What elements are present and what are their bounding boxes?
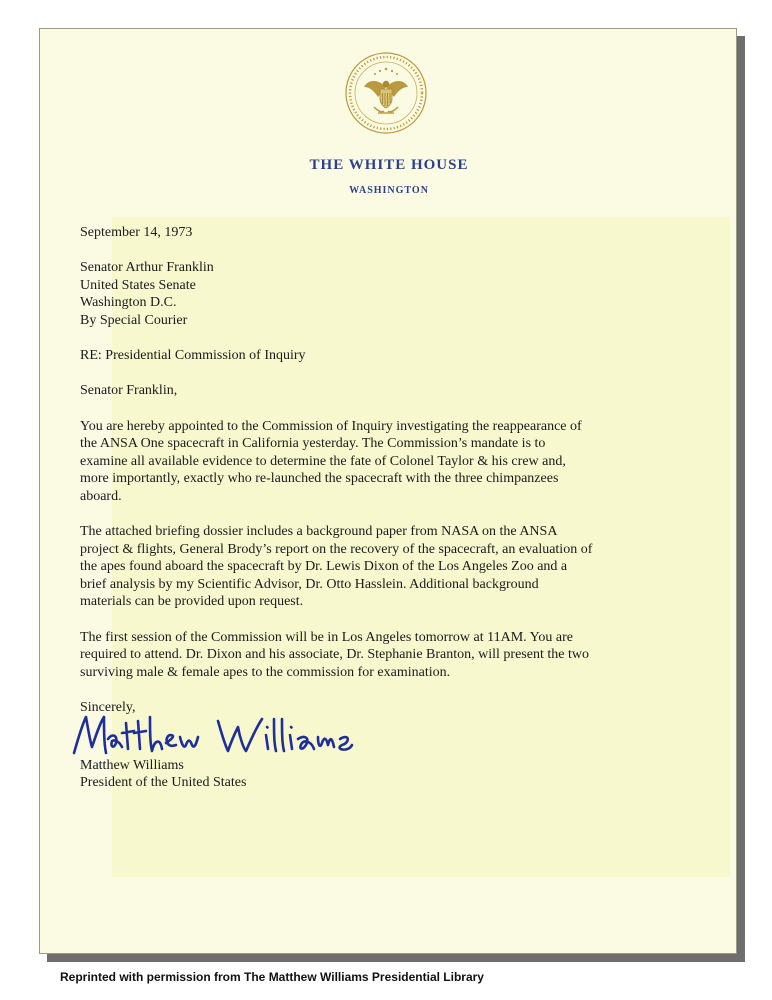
paragraph-line: The first session of the Commission will be in Los Angeles tomorrow at 11AM. You are bbox=[80, 629, 573, 645]
paragraph-line: more importantly, exactly who re-launched the spacecraft with the three chimpanzees bbox=[80, 471, 559, 487]
paragraph-line: surviving male & female apes to the commission for examination. bbox=[80, 664, 451, 680]
closing: Sincerely, bbox=[80, 700, 136, 716]
signature bbox=[80, 717, 660, 757]
reprint-credit: Reprinted with permission from The Matthew Williams Presidential Library bbox=[60, 970, 484, 984]
paragraph-line: the ANSA One spacecraft in California yesterday. The Commission’s mandate is to bbox=[80, 436, 546, 452]
paragraph-appointment bbox=[80, 418, 660, 506]
paragraph-line: You are hereby appointed to the Commission of Inquiry investigating the reappearance of bbox=[80, 418, 582, 434]
paragraph-session bbox=[80, 629, 660, 682]
presidential-seal-icon bbox=[344, 51, 428, 135]
paragraph-line: required to attend. Dr. Dixon and his associate, Dr. Stephanie Branton, will present the two bbox=[80, 647, 589, 663]
paragraph-line: project & flights, General Brody’s report on the recovery of the spacecraft, an evaluation of bbox=[80, 541, 593, 557]
recipient-line: By Special Courier bbox=[80, 312, 188, 328]
paragraph-line: aboard. bbox=[80, 488, 122, 504]
letter-date: September 14, 1973 bbox=[80, 225, 193, 240]
paragraph-line: brief analysis by my Scientific Advisor, Dr. Otto Hasslein. Additional background bbox=[80, 576, 539, 592]
recipient-line: Washington D.C. bbox=[80, 295, 177, 311]
paragraph-line: the apes found aboard the spacecraft by Dr. Lewis Dixon of the Los Angeles Zoo and a bbox=[80, 559, 568, 575]
paragraph-line: materials can be provided upon request. bbox=[80, 594, 304, 610]
signer-name: Matthew Williams bbox=[80, 757, 184, 773]
paragraph-line: The attached briefing dossier includes a background paper from NASA on the ANSA bbox=[80, 524, 558, 540]
salutation: Senator Franklin, bbox=[80, 383, 178, 399]
recipient-line: Senator Arthur Franklin bbox=[80, 260, 214, 276]
letterhead-title: THE WHITE HOUSE bbox=[309, 157, 469, 173]
paragraph-line: examine all available evidence to determine the fate of Colonel Taylor & his crew and, bbox=[80, 453, 566, 469]
signature-image bbox=[68, 709, 368, 761]
letter-text bbox=[80, 224, 660, 792]
subject-line: RE: Presidential Commission of Inquiry bbox=[80, 348, 306, 364]
paragraph-dossier bbox=[80, 523, 660, 611]
letterhead-subtitle: WASHINGTON bbox=[349, 185, 429, 196]
signer-title: President of the United States bbox=[80, 775, 247, 791]
recipient-line: United States Senate bbox=[80, 277, 196, 293]
